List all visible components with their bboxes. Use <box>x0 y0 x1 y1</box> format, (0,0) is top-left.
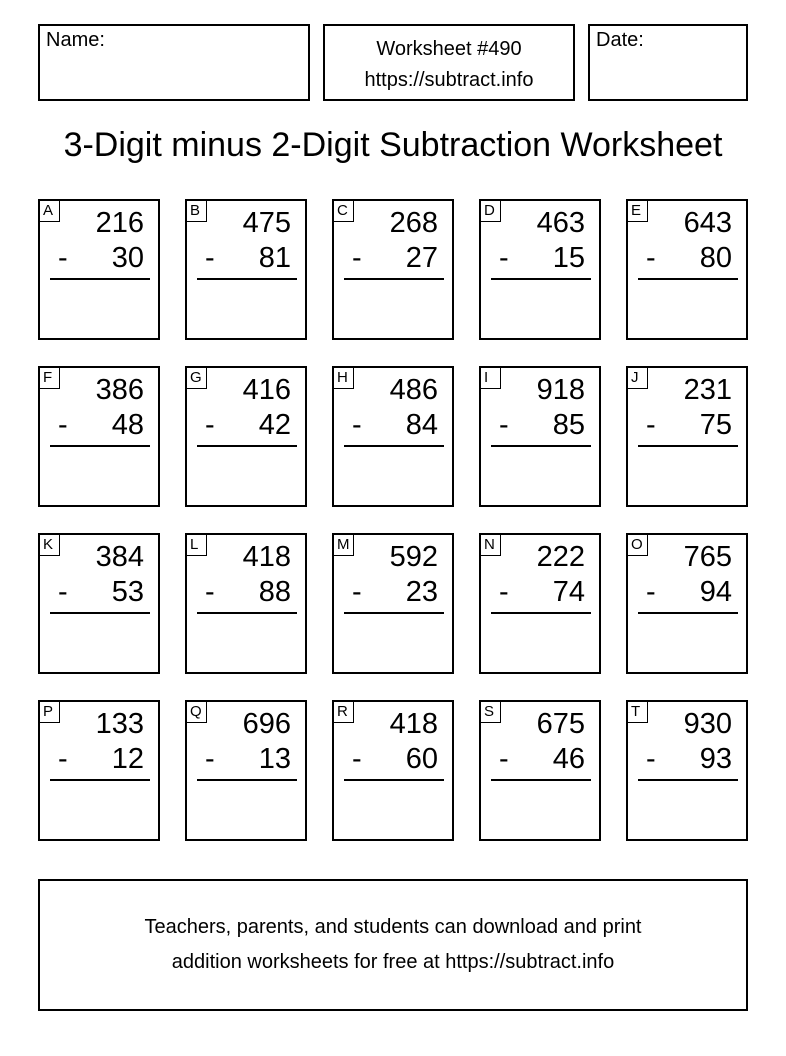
subtrahend: 48 <box>111 409 144 441</box>
problem-label: T <box>627 701 648 723</box>
answer-line <box>638 278 738 280</box>
problem-card[interactable] <box>185 700 307 841</box>
minuend: 592 <box>389 541 438 573</box>
minuend: 930 <box>683 708 732 740</box>
subtrahend: 46 <box>552 743 585 775</box>
answer-line <box>344 278 444 280</box>
problem-label: H <box>333 367 354 389</box>
answer-line <box>638 612 738 614</box>
minus-sign: - <box>58 409 68 441</box>
problem-label: O <box>627 534 648 556</box>
subtrahend: 81 <box>258 242 291 274</box>
minus-sign: - <box>499 576 509 608</box>
worksheet-info-box <box>323 24 575 101</box>
problem-card[interactable] <box>626 700 748 841</box>
minuend: 222 <box>536 541 585 573</box>
problem-label: P <box>39 701 60 723</box>
answer-line <box>491 278 591 280</box>
footer-line-2: addition worksheets for free at https://subtract.info <box>171 951 615 973</box>
minus-sign: - <box>205 242 215 274</box>
subtrahend: 93 <box>699 743 732 775</box>
subtrahend: 80 <box>699 242 732 274</box>
minuend: 643 <box>683 207 732 239</box>
name-label: Name: <box>46 29 105 51</box>
minus-sign: - <box>499 242 509 274</box>
problem-card[interactable] <box>185 366 307 507</box>
problem-card[interactable] <box>626 199 748 340</box>
subtrahend: 27 <box>405 242 438 274</box>
answer-line <box>638 445 738 447</box>
minuend: 463 <box>536 207 585 239</box>
problem-card[interactable] <box>38 700 160 841</box>
minus-sign: - <box>205 409 215 441</box>
answer-line <box>638 779 738 781</box>
answer-line <box>197 612 297 614</box>
minus-sign: - <box>646 743 656 775</box>
problem-card[interactable] <box>626 366 748 507</box>
problem-card[interactable] <box>479 199 601 340</box>
answer-line <box>197 445 297 447</box>
subtrahend: 60 <box>405 743 438 775</box>
answer-line <box>491 445 591 447</box>
minuend: 486 <box>389 374 438 406</box>
answer-line <box>344 445 444 447</box>
subtrahend: 94 <box>699 576 732 608</box>
problem-label: Q <box>186 701 207 723</box>
minus-sign: - <box>499 409 509 441</box>
minuend: 133 <box>95 708 144 740</box>
minus-sign: - <box>352 242 362 274</box>
problem-card[interactable] <box>626 533 748 674</box>
minuend: 268 <box>389 207 438 239</box>
worksheet-url: https://subtract.info <box>364 69 534 91</box>
problem-card[interactable] <box>332 366 454 507</box>
subtrahend: 75 <box>699 409 732 441</box>
problem-card[interactable] <box>38 366 160 507</box>
minuend: 918 <box>536 374 585 406</box>
problem-label: M <box>333 534 354 556</box>
page-title: 3-Digit minus 2-Digit Subtraction Worksheet <box>63 126 723 164</box>
date-label: Date: <box>596 29 644 51</box>
problem-label: C <box>333 200 354 222</box>
minuend: 416 <box>242 374 291 406</box>
name-field[interactable] <box>38 24 310 101</box>
answer-line <box>50 779 150 781</box>
subtrahend: 13 <box>258 743 291 775</box>
minus-sign: - <box>646 409 656 441</box>
problem-card[interactable] <box>332 700 454 841</box>
answer-line <box>50 278 150 280</box>
minuend: 475 <box>242 207 291 239</box>
minuend: 418 <box>242 541 291 573</box>
subtrahend: 85 <box>552 409 585 441</box>
minuend: 216 <box>95 207 144 239</box>
problem-label: K <box>39 534 60 556</box>
problem-card[interactable] <box>479 533 601 674</box>
problem-label: N <box>480 534 501 556</box>
answer-line <box>197 779 297 781</box>
minus-sign: - <box>58 242 68 274</box>
minuend: 231 <box>683 374 732 406</box>
minuend: 384 <box>95 541 144 573</box>
subtrahend: 12 <box>111 743 144 775</box>
problem-card[interactable] <box>479 366 601 507</box>
problem-card[interactable] <box>332 199 454 340</box>
minus-sign: - <box>352 409 362 441</box>
minuend: 765 <box>683 541 732 573</box>
answer-line <box>50 612 150 614</box>
footer-line-1: Teachers, parents, and students can download and print <box>144 916 642 938</box>
problem-label: G <box>186 367 207 389</box>
worksheet-number: Worksheet #490 <box>376 38 522 60</box>
footer-note <box>38 879 748 1011</box>
problem-label: E <box>627 200 648 222</box>
problem-card[interactable] <box>38 533 160 674</box>
answer-line <box>50 445 150 447</box>
minuend: 386 <box>95 374 144 406</box>
minus-sign: - <box>205 743 215 775</box>
minus-sign: - <box>352 743 362 775</box>
subtrahend: 15 <box>552 242 585 274</box>
problem-label: L <box>186 534 207 556</box>
minus-sign: - <box>499 743 509 775</box>
answer-line <box>344 612 444 614</box>
minuend: 696 <box>242 708 291 740</box>
subtrahend: 84 <box>405 409 438 441</box>
problem-card[interactable] <box>185 199 307 340</box>
problem-label: F <box>39 367 60 389</box>
problem-card[interactable] <box>479 700 601 841</box>
problem-label: D <box>480 200 501 222</box>
problem-card[interactable] <box>332 533 454 674</box>
minus-sign: - <box>58 576 68 608</box>
minus-sign: - <box>646 242 656 274</box>
problem-label: J <box>627 367 648 389</box>
subtrahend: 74 <box>552 576 585 608</box>
problem-label: S <box>480 701 501 723</box>
problem-card[interactable] <box>185 533 307 674</box>
problem-label: I <box>480 367 501 389</box>
subtrahend: 88 <box>258 576 291 608</box>
minus-sign: - <box>205 576 215 608</box>
subtrahend: 42 <box>258 409 291 441</box>
problem-label: B <box>186 200 207 222</box>
subtrahend: 53 <box>111 576 144 608</box>
subtrahend: 23 <box>405 576 438 608</box>
answer-line <box>491 779 591 781</box>
date-field[interactable] <box>588 24 748 101</box>
answer-line <box>344 779 444 781</box>
answer-line <box>491 612 591 614</box>
subtrahend: 30 <box>111 242 144 274</box>
minuend: 418 <box>389 708 438 740</box>
answer-line <box>197 278 297 280</box>
minus-sign: - <box>646 576 656 608</box>
problem-label: A <box>39 200 60 222</box>
minuend: 675 <box>536 708 585 740</box>
problem-label: R <box>333 701 354 723</box>
minus-sign: - <box>352 576 362 608</box>
minus-sign: - <box>58 743 68 775</box>
problem-card[interactable] <box>38 199 160 340</box>
